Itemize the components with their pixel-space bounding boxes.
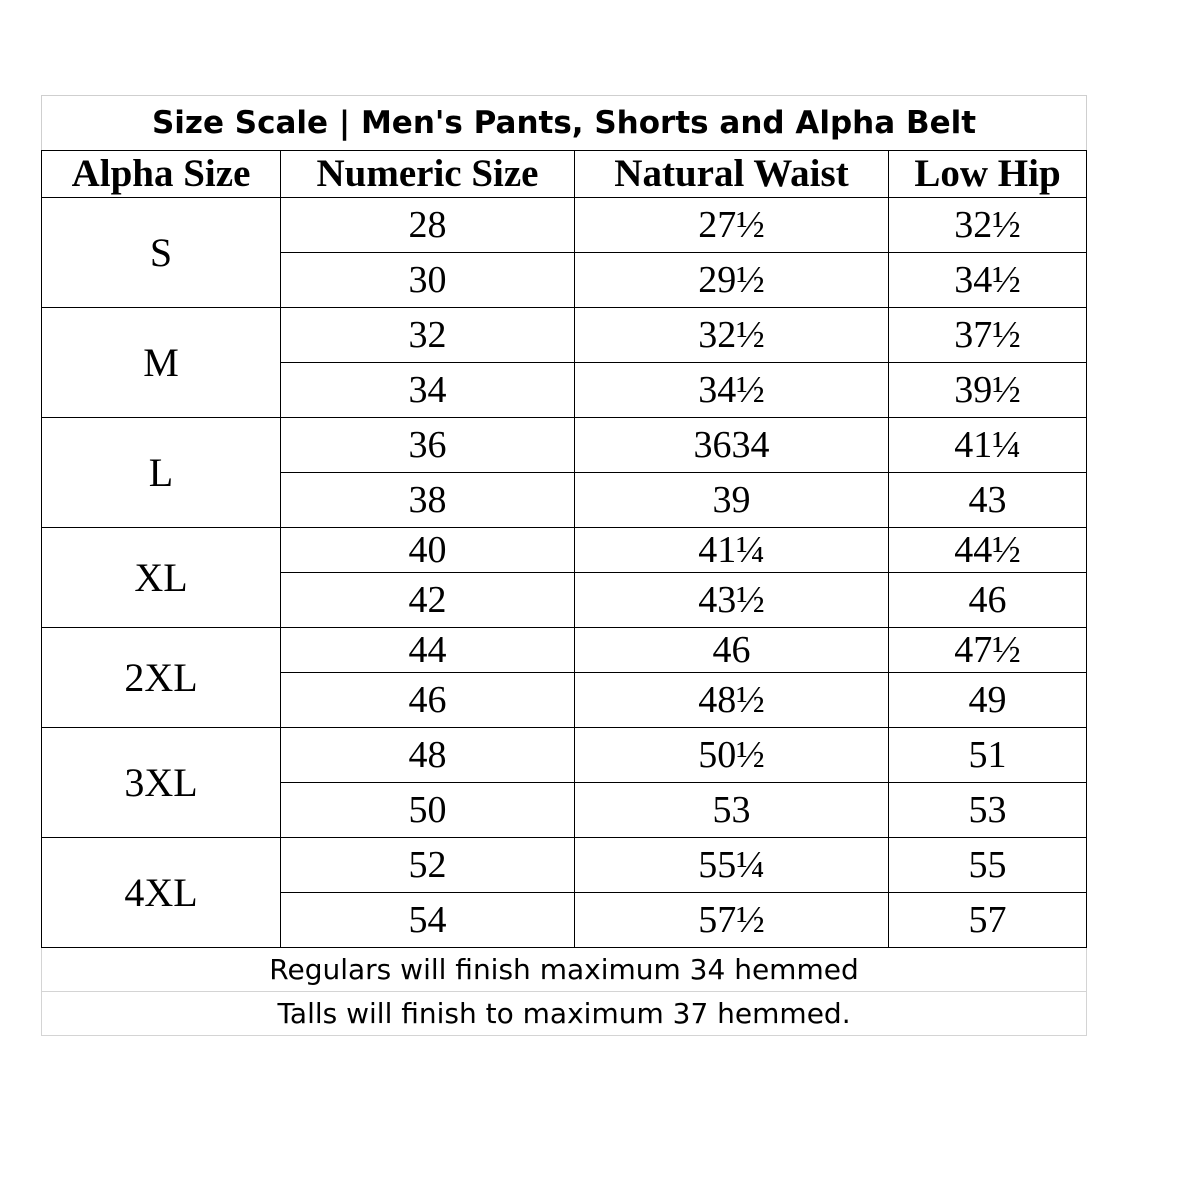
table-row	[42, 308, 1087, 363]
alpha-size-cell: L	[42, 418, 281, 528]
alpha-size-cell: 4XL	[42, 838, 281, 948]
header-row	[42, 151, 1087, 198]
low-hip-cell: 57	[889, 893, 1087, 948]
alpha-size-cell: S	[42, 198, 281, 308]
natural-waist-cell: 50½	[575, 728, 889, 783]
natural-waist-cell: 46	[575, 628, 889, 673]
alpha-size-cell: XL	[42, 528, 281, 628]
size-table	[41, 95, 1087, 1036]
natural-waist-cell: 53	[575, 783, 889, 838]
numeric-size-cell: 52	[281, 838, 575, 893]
low-hip-cell: 55	[889, 838, 1087, 893]
note-row	[42, 992, 1087, 1036]
natural-waist-cell: 32½	[575, 308, 889, 363]
size-chart	[41, 95, 1086, 1036]
low-hip-cell: 51	[889, 728, 1087, 783]
natural-waist-cell: 48½	[575, 673, 889, 728]
header-low-hip: Low Hip	[889, 151, 1087, 198]
natural-waist-cell: 55¼	[575, 838, 889, 893]
alpha-size-cell: 2XL	[42, 628, 281, 728]
numeric-size-cell: 44	[281, 628, 575, 673]
table-row	[42, 198, 1087, 253]
numeric-size-cell: 30	[281, 253, 575, 308]
chart-title: Size Scale | Men's Pants, Shorts and Alpha Belt	[42, 96, 1087, 151]
table-row	[42, 418, 1087, 473]
numeric-size-cell: 28	[281, 198, 575, 253]
low-hip-cell: 46	[889, 573, 1087, 628]
numeric-size-cell: 32	[281, 308, 575, 363]
low-hip-cell: 53	[889, 783, 1087, 838]
numeric-size-cell: 54	[281, 893, 575, 948]
header-numeric-size: Numeric Size	[281, 151, 575, 198]
hemming-note: Regulars will finish maximum 34 hemmed	[42, 948, 1087, 992]
natural-waist-cell: 39	[575, 473, 889, 528]
title-row	[42, 96, 1087, 151]
header-natural-waist: Natural Waist	[575, 151, 889, 198]
alpha-size-cell: 3XL	[42, 728, 281, 838]
natural-waist-cell: 43½	[575, 573, 889, 628]
low-hip-cell: 39½	[889, 363, 1087, 418]
table-row	[42, 528, 1087, 573]
header-alpha-size: Alpha Size	[42, 151, 281, 198]
table-row	[42, 628, 1087, 673]
low-hip-cell: 37½	[889, 308, 1087, 363]
low-hip-cell: 44½	[889, 528, 1087, 573]
numeric-size-cell: 40	[281, 528, 575, 573]
numeric-size-cell: 46	[281, 673, 575, 728]
numeric-size-cell: 50	[281, 783, 575, 838]
natural-waist-cell: 41¼	[575, 528, 889, 573]
natural-waist-cell: 34½	[575, 363, 889, 418]
table-row	[42, 838, 1087, 893]
low-hip-cell: 34½	[889, 253, 1087, 308]
numeric-size-cell: 38	[281, 473, 575, 528]
natural-waist-cell: 3634	[575, 418, 889, 473]
low-hip-cell: 47½	[889, 628, 1087, 673]
low-hip-cell: 49	[889, 673, 1087, 728]
natural-waist-cell: 29½	[575, 253, 889, 308]
hemming-note: Talls will finish to maximum 37 hemmed.	[42, 992, 1087, 1036]
numeric-size-cell: 42	[281, 573, 575, 628]
low-hip-cell: 32½	[889, 198, 1087, 253]
numeric-size-cell: 48	[281, 728, 575, 783]
note-row	[42, 948, 1087, 992]
natural-waist-cell: 27½	[575, 198, 889, 253]
table-row	[42, 728, 1087, 783]
low-hip-cell: 41¼	[889, 418, 1087, 473]
alpha-size-cell: M	[42, 308, 281, 418]
low-hip-cell: 43	[889, 473, 1087, 528]
natural-waist-cell: 57½	[575, 893, 889, 948]
numeric-size-cell: 34	[281, 363, 575, 418]
numeric-size-cell: 36	[281, 418, 575, 473]
